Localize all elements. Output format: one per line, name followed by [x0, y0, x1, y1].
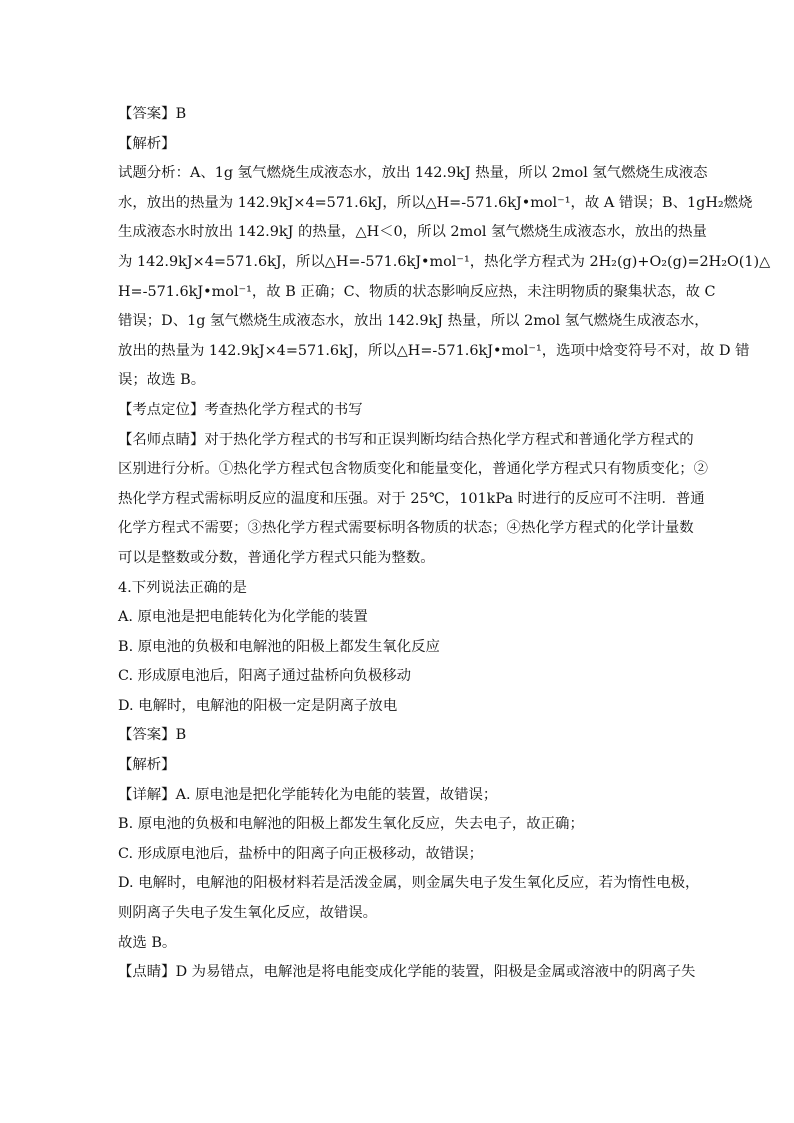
detail-line: D. 电解时，电解池的阳极材料若是活泼金属，则金属失电子发生氧化反应，若为惰性电极， — [118, 875, 700, 892]
analysis-line: H=-571.6kJ•mol⁻¹，故 B 正确；C、物质的状态影响反应热，未注明物质的聚集状态，故 C — [118, 283, 716, 300]
analysis-line: 误；故选 B。 — [118, 372, 206, 389]
detail-line: C. 形成原电池后，盐桥中的阳离子向正极移动，故错误； — [118, 845, 484, 862]
analysis-line: 试题分析：A、1g 氢气燃烧生成液态水，放出 142.9kJ 热量，所以 2mol 氢气燃烧生成液态 — [118, 165, 708, 182]
analysis-heading: 【解析】 — [118, 135, 176, 152]
tips-line: 可以是整数或分数，普通化学方程式只能为整数。 — [118, 549, 435, 566]
option-c: C. 形成原电池后，阳离子通过盐桥向负极移动 — [118, 668, 412, 685]
tips-line: 【名师点睛】对于热化学方程式的书写和正误判断均结合热化学方程式和普通化学方程式的 — [118, 431, 694, 448]
option-d: D. 电解时，电解池的阳极一定是阴离子放电 — [118, 697, 398, 714]
analysis-line: 放出的热量为 142.9kJ×4=571.6kJ，所以△H=-571.6kJ•mol⁻¹，选项中焓变符号不对，故 D 错 — [118, 342, 750, 359]
option-a: A. 原电池是把电能转化为化学能的装置 — [118, 609, 368, 626]
tips-line: 区别进行分析。①热化学方程式包含物质变化和能量变化，普通化学方程式只有物质变化；② — [118, 461, 709, 478]
answer-label: 【答案】B — [118, 106, 187, 122]
detail-line: 故选 B。 — [118, 934, 177, 951]
tips-line: 热化学方程式需标明反应的温度和压强。对于 25℃，101kPa 时进行的反应可不注明．普通 — [118, 490, 705, 507]
question-4: 4.下列说法正确的是 — [118, 579, 247, 596]
detail-line: 则阴离子失电子发生氧化反应，故错误。 — [118, 905, 378, 922]
detail-line: B. 原电池的负极和电解池的阳极上都发生氧化反应，失去电子，故正确； — [118, 816, 584, 833]
analysis-line: 错误；D、1g 氢气燃烧生成液态水，放出 142.9kJ 热量，所以 2mol 氢气燃烧生成液态水， — [118, 313, 709, 330]
analysis-line: 为 142.9kJ×4=571.6kJ，所以△H=-571.6kJ•mol⁻¹，热化学方程式为 2H₂(g)+O₂(g)=2H₂O(1)△ — [118, 253, 771, 270]
document-page — [118, 100, 771, 988]
option-b: B. 原电池的负极和电解池的阳极上都发生氧化反应 — [118, 638, 440, 655]
analysis-line: 生成液态水时放出 142.9kJ 的热量，△H＜0，所以 2mol 氢气燃烧生成液态水，放出的热量 — [118, 224, 707, 241]
analysis-heading: 【解析】 — [118, 757, 176, 774]
analysis-line: 水，放出的热量为 142.9kJ×4=571.6kJ，所以△H=-571.6kJ•mol⁻¹，故 A 错误；B、1gH₂燃烧 — [118, 194, 753, 211]
tips-line: 化学方程式不需要；③热化学方程式需要标明各物质的状态；④热化学方程式的化学计量数 — [118, 520, 694, 537]
topic-label: 【考点定位】考查热化学方程式的书写 — [118, 401, 363, 418]
detail-line: 【详解】A. 原电池是把化学能转化为电能的装置，故错误； — [118, 786, 498, 803]
detail-line: 【点睛】D 为易错点，电解池是将电能变成化学能的装置，阳极是金属或溶液中的阴离子失 — [118, 964, 696, 981]
answer-label: 【答案】B — [118, 727, 187, 744]
